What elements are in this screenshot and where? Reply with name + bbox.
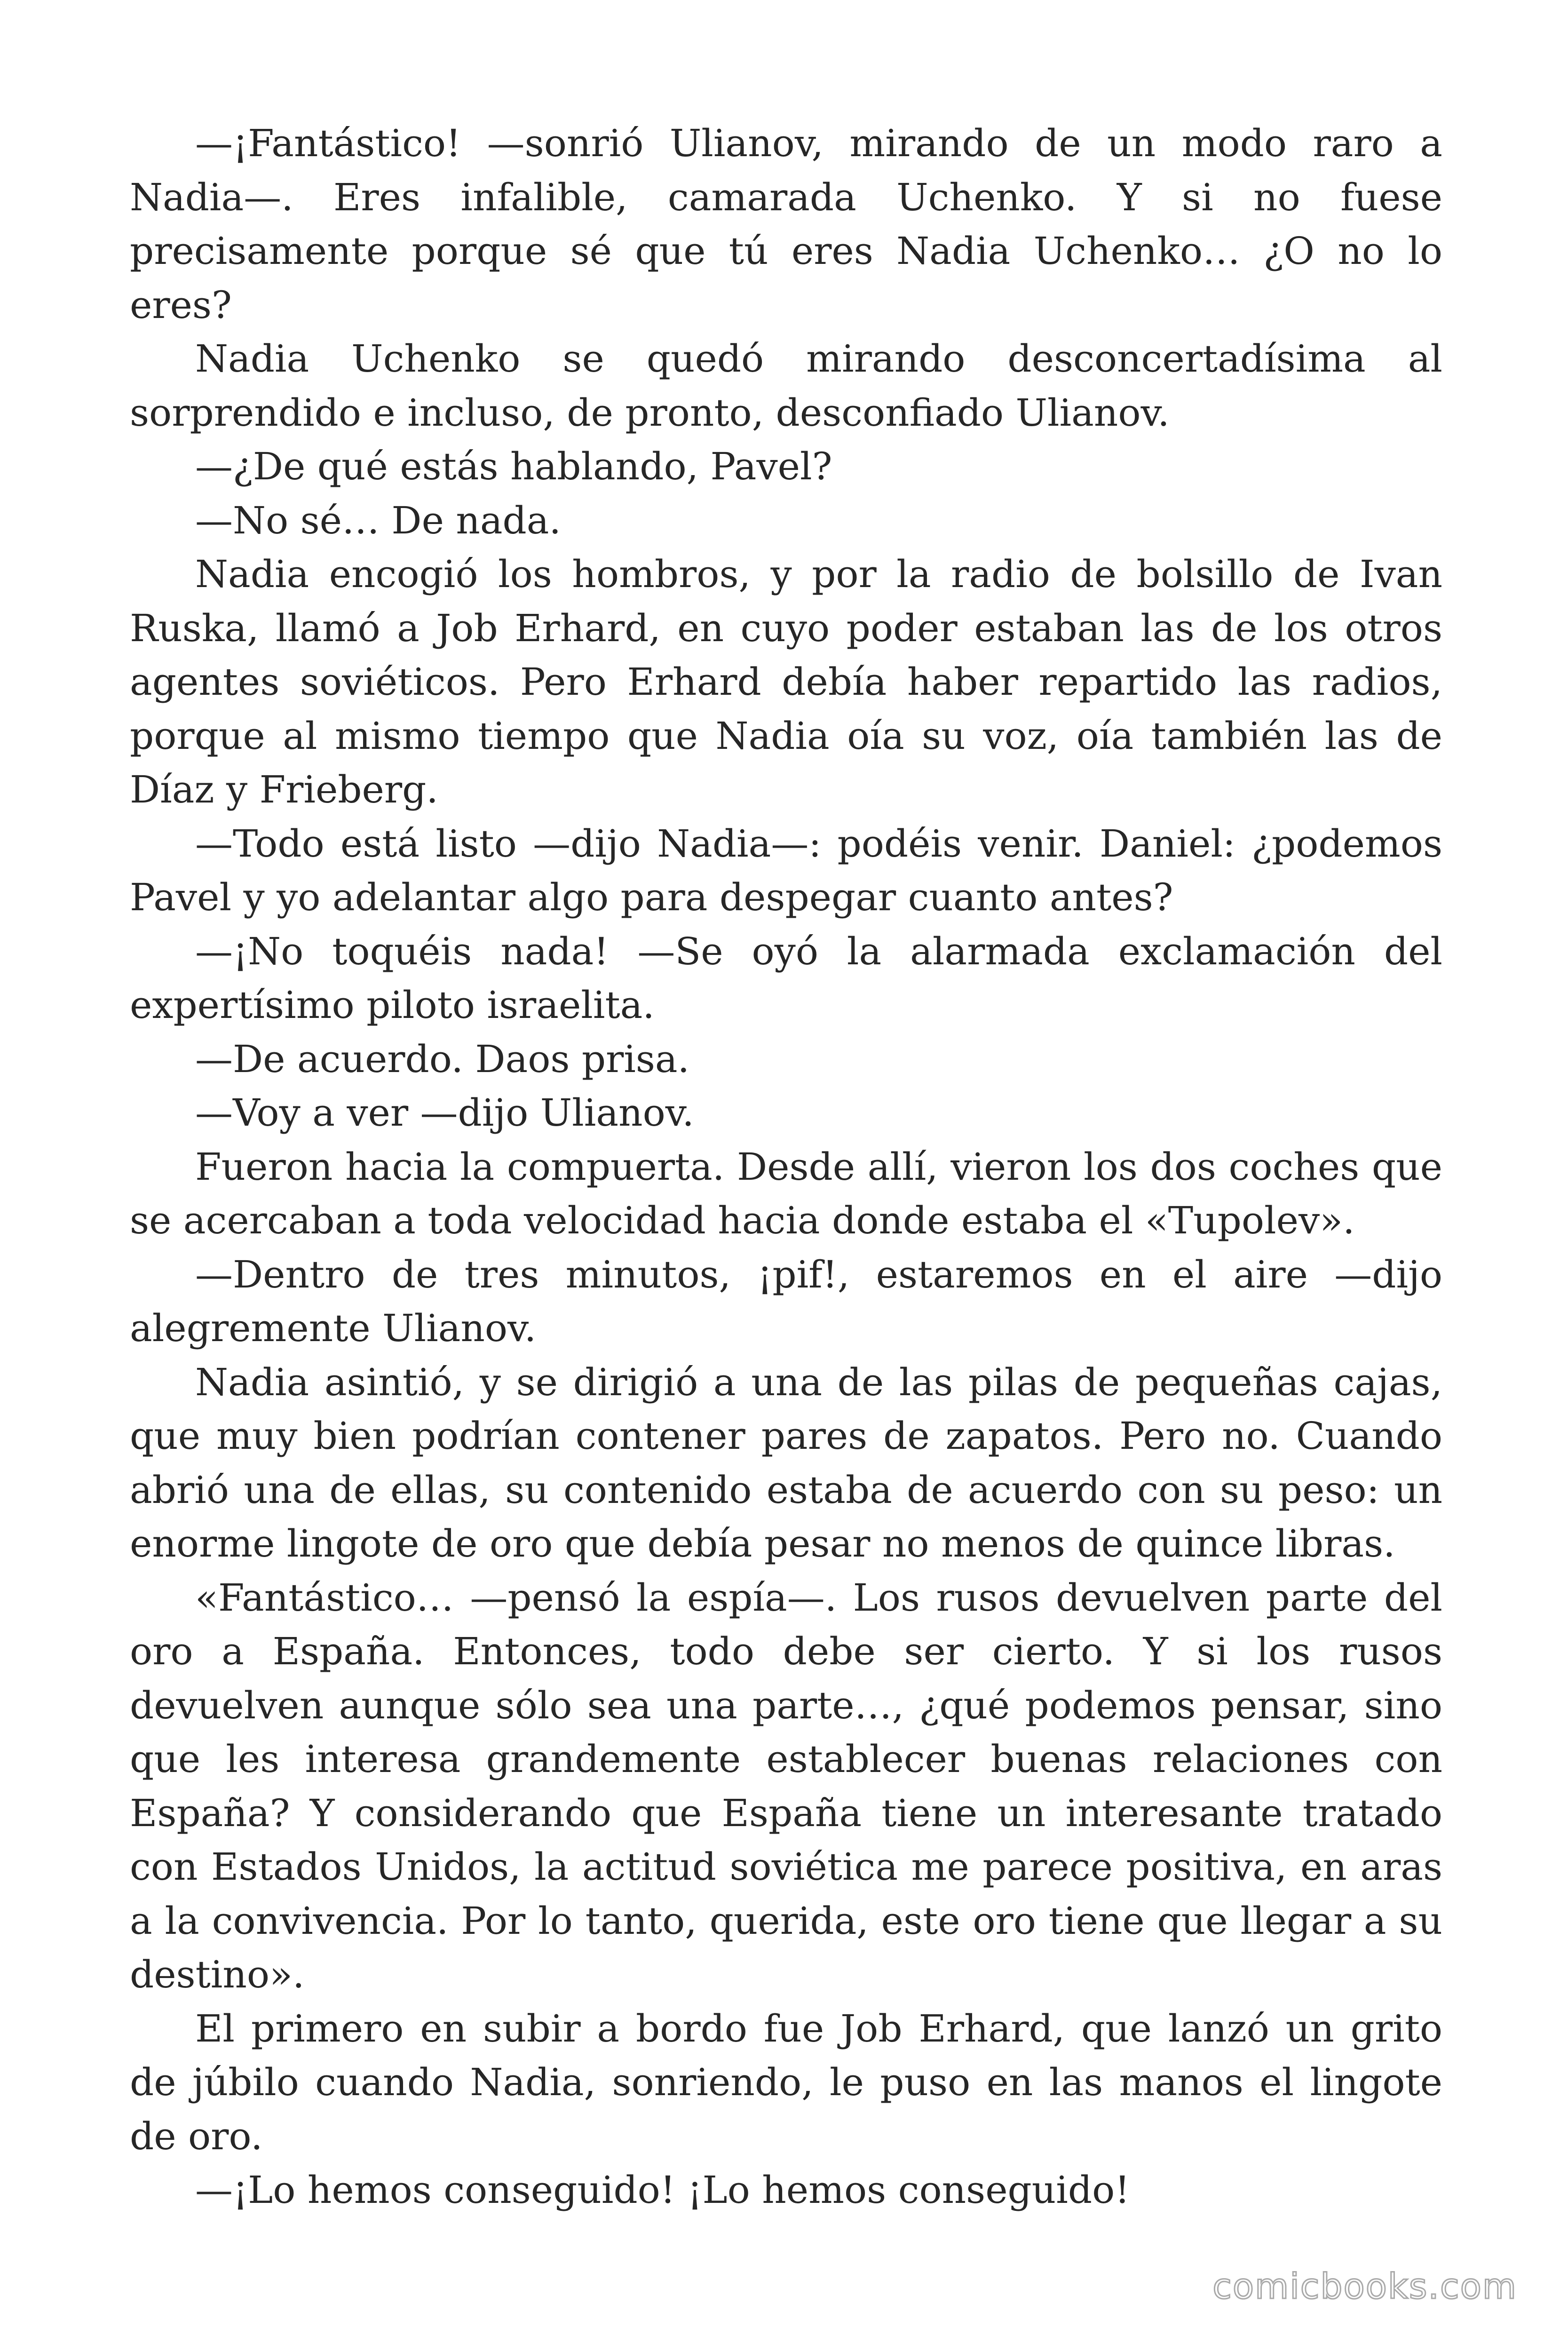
paragraph: —No sé… De nada. bbox=[195, 498, 561, 542]
paragraph: —Dentro de tres minutos, ¡pif!, estaremos en el aire —dijo alegremente Ulianov. bbox=[130, 1252, 1442, 1350]
paragraph: —Todo está listo —dijo Nadia—: podéis venir. Daniel: ¿podemos Pavel y yo adelantar algo para despegar cuanto antes? bbox=[130, 821, 1442, 919]
paragraph: —De acuerdo. Daos prisa. bbox=[195, 1037, 690, 1081]
paragraph: —¡Fantástico! —sonrió Ulianov, mirando de un modo raro a Nadia—. Eres infalible, camarada Uchenko. Y si no fuese precisamente porque sé que tú eres Nadia Uchenko… ¿O no lo eres? bbox=[130, 121, 1442, 327]
paragraph: Nadia asintió, y se dirigió a una de las pilas de pequeñas cajas, que muy bien podrían contener pares de zapatos. Pero no. Cuando abrió una de ellas, su contenido estaba de acuerdo con su peso: un enorme lingote de oro que debía pesar no menos de quince libras. bbox=[130, 1360, 1442, 1565]
paragraph: —Voy a ver —dijo Ulianov. bbox=[195, 1091, 694, 1135]
book-page-text bbox=[130, 117, 1442, 2217]
paragraph: —¡Lo hemos conseguido! ¡Lo hemos conseguido! bbox=[195, 2168, 1130, 2212]
paragraph: —¿De qué estás hablando, Pavel? bbox=[195, 445, 832, 488]
paragraph: Nadia Uchenko se quedó mirando desconcertadísima al sorprendido e incluso, de pronto, desconfiado Ulianov. bbox=[130, 337, 1442, 435]
paragraph: —¡No toquéis nada! —Se oyó la alarmada exclamación del expertísimo piloto israelita. bbox=[130, 929, 1442, 1027]
paragraph: «Fantástico… —pensó la espía—. Los rusos devuelven parte del oro a España. Entonces, todo debe ser cierto. Y si los rusos devuelven aunque sólo sea una parte…, ¿qué podemos pensar, sino que les interesa grandemente establecer buenas relaciones con España? Y considerando que España tiene un interesante tratado con Estados Unidos, la actitud soviética me parece positiva, en aras a la convivencia. Por lo tanto, querida, este oro tiene que llegar a su destino». bbox=[130, 1575, 1442, 1996]
paragraph: El primero en subir a bordo fue Job Erhard, que lanzó un grito de júbilo cuando Nadia, sonriendo, le puso en las manos el lingote de oro. bbox=[130, 2006, 1442, 2158]
paragraph: Fueron hacia la compuerta. Desde allí, vieron los dos coches que se acercaban a toda velocidad hacia donde estaba el «Tupolev». bbox=[130, 1144, 1442, 1242]
watermark-text: comicbooks.com bbox=[1212, 2266, 1517, 2307]
paragraph: Nadia encogió los hombros, y por la radio de bolsillo de Ivan Ruska, llamó a Job Erhard, en cuyo poder estaban las de los otros agentes soviéticos. Pero Erhard debía haber repartido las radios, porque al mismo tiempo que Nadia oía su voz, oía también las de Díaz y Frieberg. bbox=[130, 552, 1442, 811]
